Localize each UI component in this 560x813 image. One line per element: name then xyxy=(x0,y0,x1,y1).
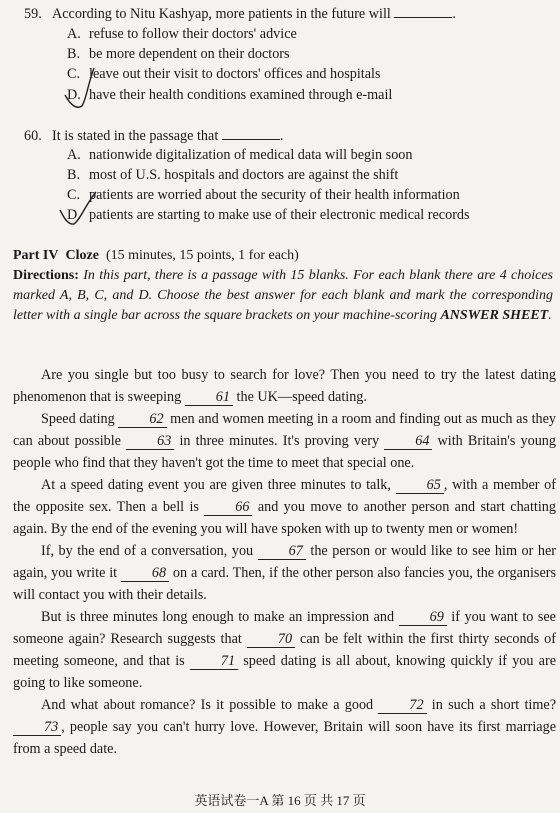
question-number: 60. xyxy=(24,128,42,144)
paragraph: But is three minutes long enough to make an impression and 69 if you want to see someone again? Research suggests that 70 can be felt within the first thirty seconds of meeting someone, and that is 71 speed dating is all about, knowing quickly if you are going to like someone. xyxy=(13,609,556,691)
option-d: D. have their health conditions examined through e-mail xyxy=(67,87,393,103)
blank-61: 61 xyxy=(185,390,233,406)
option-b: B. most of U.S. hospitals and doctors are against the shift xyxy=(67,167,399,183)
blank-67: 67 xyxy=(258,544,306,560)
question-text: According to Nitu Kashyap, more patients in the future will xyxy=(52,6,391,22)
blank-73: 73 xyxy=(13,720,61,736)
question-59-stem: 59. According to Nitu Kashyap, more patients in the future will . xyxy=(24,6,456,22)
blank-69: 69 xyxy=(399,610,447,626)
option-a: A. nationwide digitalization of medical data will begin soon xyxy=(67,147,413,163)
blank-66: 66 xyxy=(204,500,252,516)
handwritten-check-icon xyxy=(58,188,104,232)
paragraph: At a speed dating event you are given three minutes to talk, 65 , with a member of the opposite sex. Then a bell is 66 and you move to another person and start chatting again. By the end of the evening you will have spoken with up to twenty men or women! xyxy=(13,477,556,537)
blank-63: 63 xyxy=(126,434,174,450)
option-a: A. refuse to follow their doctors' advice xyxy=(67,26,297,42)
paragraph: If, by the end of a conversation, you 67 the person or would like to see him or her again, you write it 68 on a card. Then, if the other person also fancies you, the organisers will contact you with their details. xyxy=(13,543,556,603)
question-text: It is stated in the passage that xyxy=(52,128,219,144)
cloze-passage xyxy=(13,364,556,760)
handwritten-check-icon xyxy=(62,62,102,114)
blank-65: 65 xyxy=(396,478,444,494)
question-60-stem: 60. It is stated in the passage that . xyxy=(24,128,284,144)
page-footer: 英语试卷一A 第 16 页 共 17 页 xyxy=(194,793,366,808)
blank-64: 64 xyxy=(384,434,432,450)
answer-blank xyxy=(394,17,452,18)
option-d: D. patients are starting to make use of their electronic medical records xyxy=(67,207,470,223)
paragraph: And what about romance? Is it possible to make a good 72 in such a short time? 73 , people say you can't hurry love. However, Britain will soon have its first marriage from a speed date. xyxy=(13,697,556,757)
directions: Directions: In this part, there is a passage with 15 blanks. For each blank there are 4 choices marked A, B, C, and D. Choose the best answer for each blank and mark the corresponding letter with a single bar across the square brackets on your machine-scoring ANSWER SHEET. xyxy=(13,268,554,323)
paragraph: Are you single but too busy to search for love? Then you need to try the latest dating phenomenon that is sweeping 61 the UK—speed dating. xyxy=(13,367,556,405)
blank-68: 68 xyxy=(121,566,169,582)
option-c: C. patients are worried about the security of their health information xyxy=(67,187,460,203)
answer-blank xyxy=(222,139,280,140)
blank-62: 62 xyxy=(118,412,166,428)
section-heading: Part IV Cloze (15 minutes, 15 points, 1 for each) xyxy=(13,248,299,263)
blank-70: 70 xyxy=(247,632,295,648)
blank-72: 72 xyxy=(378,698,426,714)
option-b: B. be more dependent on their doctors xyxy=(67,46,290,62)
question-number: 59. xyxy=(24,6,42,22)
blank-71: 71 xyxy=(190,654,238,670)
paragraph: Speed dating 62 men and women meeting in a room and finding out as much as they can about possible 63 in three minutes. It's proving very 64 with Britain's young people who find that they haven't got the time to meet that special one. xyxy=(13,411,556,471)
option-c: C. leave out their visit to doctors' offices and hospitals xyxy=(67,66,381,82)
